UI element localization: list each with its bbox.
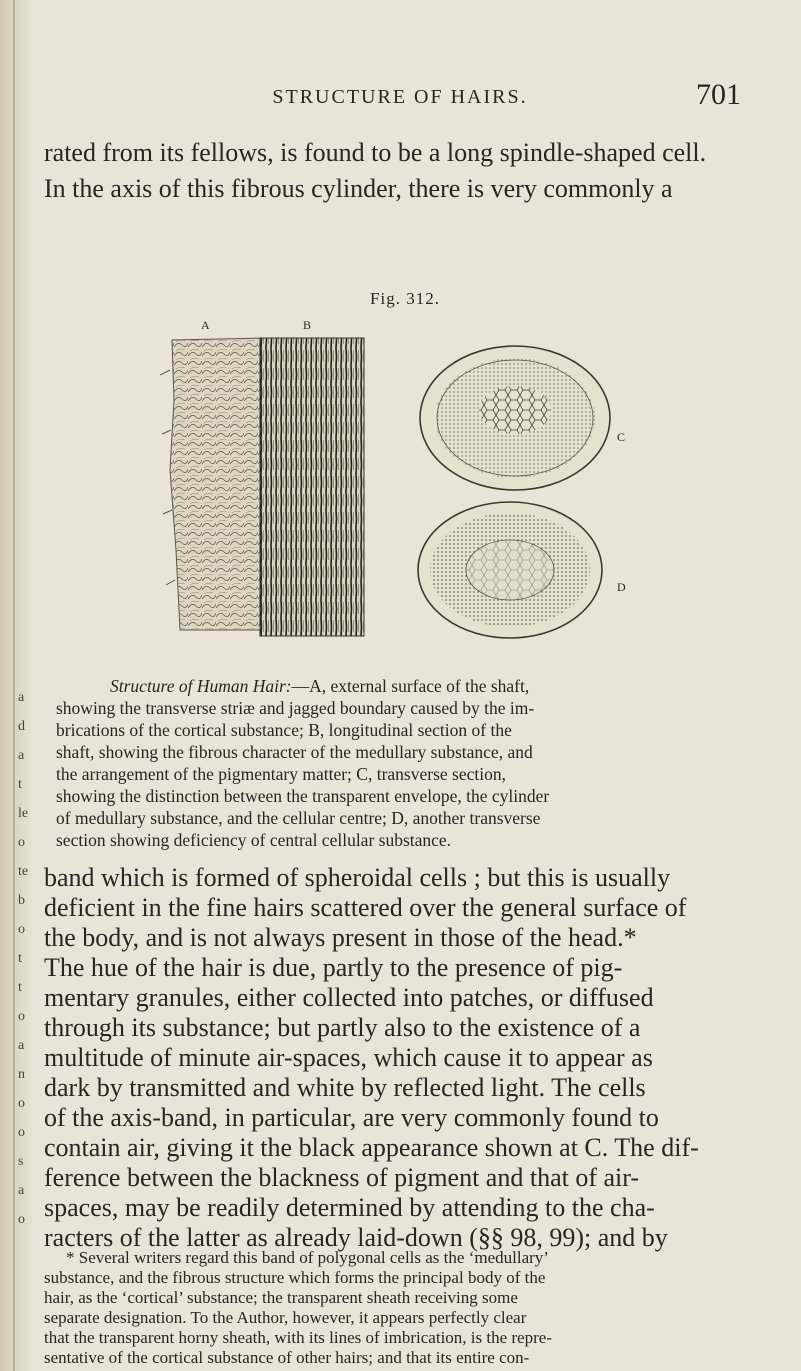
caption-first-rest: —A, external surface of the shaft, [291,676,530,696]
caption-line: showing the distinction between the transparent envelope, the cylinder [56,786,550,806]
footnote-line: * Several writers regard this band of polygonal cells as the ‘medullary’ [66,1248,549,1267]
footnote-line: separate designation. To the Author, however, it appears perfectly clear [44,1308,527,1327]
body-line: The hue of the hair is due, partly to the presence of pig- [44,954,623,982]
page-number: 701 [696,78,741,111]
caption-line: section showing deficiency of central cellular substance. [56,830,452,850]
figure-b-longitudinal-section [260,338,364,636]
footnote-line: hair, as the ‘cortical’ substance; the transparent sheath receiving some [44,1288,518,1307]
body-line: deficient in the fine hairs scattered over the general surface of [44,894,687,922]
body-line: racters of the latter as already laid-down (§§ 98, 99); and by [44,1224,668,1252]
figure-c-transverse-section [420,346,610,490]
body-line: band which is formed of spheroidal cells ; but this is usually [44,864,671,892]
gutter-fragment: n [18,1067,25,1082]
figure-title: Fig. 312. [370,289,440,308]
gutter-fragment: a [18,1038,25,1053]
caption-line: brications of the cortical substance; B, longitudinal section of the [56,720,512,740]
footnote-line: substance, and the fibrous structure which forms the principal body of the [44,1268,546,1287]
intro-line-2: In the axis of this fibrous cylinder, there is very commonly a [44,174,673,203]
gutter-fragment: a [18,1183,25,1198]
figure-label-d: D [617,580,626,594]
gutter-fragment: d [18,719,25,734]
body-line: multitude of minute air-spaces, which cause it to appear as [44,1044,653,1072]
binding-line [13,0,15,1371]
footnote-line: that the transparent horny sheath, with its lines of imbrication, is the repre- [44,1328,552,1347]
gutter-fragment: t [18,951,22,966]
gutter-fragment: o [18,1009,25,1024]
intro-line-1: rated from its fellows, is found to be a long spindle-shaped cell. [44,138,707,167]
body-line: of the axis-band, in particular, are very commonly found to [44,1104,659,1132]
gutter-fragment: t [18,777,22,792]
body-line: dark by transmitted and white by reflected light. The cells [44,1074,646,1102]
caption-line: the arrangement of the pigmentary matter; C, transverse section, [56,764,506,784]
running-head: STRUCTURE OF HAIRS. [272,86,528,108]
gutter-fragment: o [18,1096,25,1111]
gutter-fragment: s [18,1154,24,1169]
gutter-fragment: o [18,1212,25,1227]
gutter-fragment: te [18,864,29,879]
caption-line [56,676,746,696]
body-line: ference between the blackness of pigment and that of air- [44,1164,640,1192]
caption-line: of medullary substance, and the cellular centre; D, another transverse [56,808,541,828]
gutter-fragment: le [18,806,29,821]
caption-line: showing the transverse striæ and jagged boundary caused by the im- [56,698,535,718]
body-line: through its substance; but partly also to the existence of a [44,1014,641,1042]
figure-d-transverse-section [418,502,602,638]
caption-italic-prefix: Structure of Human Hair: [110,676,292,696]
hair-structure-figure [160,330,620,670]
gutter-fragment: t [18,980,22,995]
figure-label-c: C [617,430,626,444]
gutter-fragment: a [18,748,25,763]
gutter-fragment: b [18,893,25,908]
caption-line: shaft, showing the fibrous character of the medullary substance, and [56,742,533,762]
body-line: contain air, giving it the black appearance shown at C. The dif- [44,1134,699,1162]
gutter-fragment: a [18,690,25,705]
figure-label-b: B [303,318,312,332]
body-line: the body, and is not always present in those of the head.* [44,924,637,952]
figure-label-a: A [201,318,210,332]
gutter-fragment: o [18,1125,25,1140]
footnote-line: sentative of the cortical substance of other hairs; and that its entire con- [44,1348,530,1367]
body-line: mentary granules, either collected into patches, or diffused [44,984,654,1012]
gutter-fragment: o [18,922,25,937]
gutter-fragment: o [18,835,25,850]
body-line: spaces, may be readily determined by attending to the cha- [44,1194,655,1222]
